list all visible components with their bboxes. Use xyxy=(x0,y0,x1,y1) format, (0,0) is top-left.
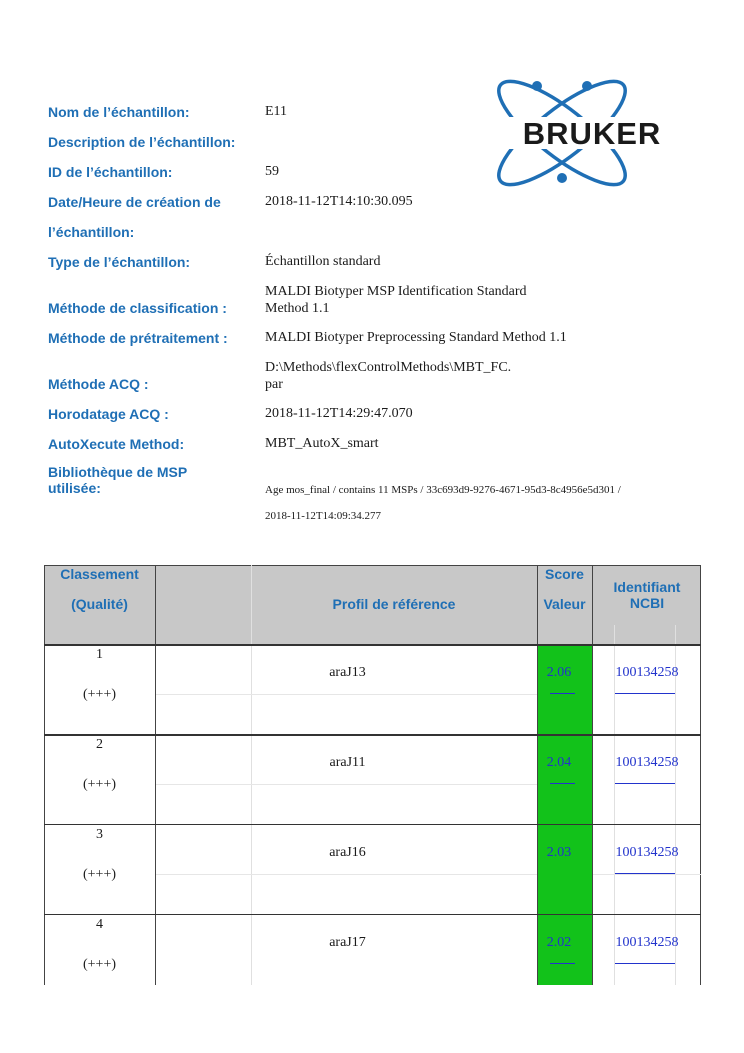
header-ncbi: Identifiant xyxy=(613,579,681,595)
creation-date-label: Date/Heure de création de xyxy=(48,194,221,210)
row-2-profile: araJ11 xyxy=(329,755,366,770)
sample-id-value: 59 xyxy=(265,164,279,179)
row-3-quality: (+++) xyxy=(82,867,116,882)
row-1-profile: araJ13 xyxy=(329,665,366,680)
row-4-rank: 4 xyxy=(96,917,103,932)
row-divider xyxy=(44,644,701,646)
row-4-ncbi-underline xyxy=(615,963,675,964)
col-divider xyxy=(251,565,252,985)
msp-library-label: Bibliothèque de MSP xyxy=(48,464,188,480)
bruker-logo xyxy=(492,78,692,188)
acq-timestamp-value: 2018-11-12T14:29:47.070 xyxy=(265,406,413,421)
msp-library-value: Age mos_final / contains 11 MSPs / 33c693d9-9276-4671-95d3-8c4956e5d301 / xyxy=(265,484,621,496)
msp-library-label-cont: utilisée: xyxy=(48,480,101,496)
col-divider xyxy=(155,565,156,985)
row-1-score: 2.06 xyxy=(546,665,572,680)
row-2-quality: (+++) xyxy=(82,777,116,792)
sample-id-label: ID de l’échantillon: xyxy=(48,164,173,180)
col-divider xyxy=(537,565,538,985)
row-4-profile: araJ17 xyxy=(329,935,366,950)
header-score: Score xyxy=(545,566,584,582)
subrow-divider xyxy=(593,874,701,875)
col-divider xyxy=(592,565,593,985)
row-4-ncbi-link[interactable]: 100134258 xyxy=(615,935,679,950)
classification-method-value: MALDI Biotyper MSP Identification Standard xyxy=(265,284,527,299)
row-2-ncbi-link[interactable]: 100134258 xyxy=(615,755,679,770)
acq-timestamp-label: Horodatage ACQ : xyxy=(48,406,169,422)
sample-name-label: Nom de l’échantillon: xyxy=(48,104,190,120)
sample-description-label: Description de l’échantillon: xyxy=(48,134,236,150)
row-2-score-underline xyxy=(550,783,575,784)
acq-method-value-cont: par xyxy=(265,377,283,392)
row-3-ncbi-link[interactable]: 100134258 xyxy=(615,845,679,860)
acq-method-value: D:\Methods\flexControlMethods\MBT_FC. xyxy=(265,360,512,375)
autoxecute-method-value: MBT_AutoX_smart xyxy=(265,436,379,451)
subrow-divider xyxy=(156,694,537,695)
row-3-ncbi-underline xyxy=(615,873,675,874)
row-4-score-underline xyxy=(550,963,575,964)
row-1-score-underline xyxy=(550,693,575,694)
row-1-ncbi-underline xyxy=(615,693,675,694)
row-1-rank: 1 xyxy=(96,647,103,662)
row-4-score: 2.02 xyxy=(546,935,572,950)
subrow-divider xyxy=(156,874,537,875)
preprocessing-method-value: MALDI Biotyper Preprocessing Standard Method 1.1 xyxy=(265,330,567,345)
row-1-quality: (+++) xyxy=(82,687,116,702)
bruker-logo-text: BRUKER xyxy=(522,116,662,151)
row-3-score: 2.03 xyxy=(546,845,572,860)
row-divider xyxy=(44,734,701,736)
creation-date-value: 2018-11-12T14:10:30.095 xyxy=(265,194,413,209)
header-rank: Classement xyxy=(60,566,139,582)
header-profile: Profil de référence xyxy=(332,596,456,612)
row-2-score: 2.04 xyxy=(546,755,572,770)
header-quality: (Qualité) xyxy=(71,596,128,612)
row-2-rank: 2 xyxy=(96,737,103,752)
row-3-rank: 3 xyxy=(96,827,103,842)
row-1-ncbi-link[interactable]: 100134258 xyxy=(615,665,679,680)
header-ncbi-2: NCBI xyxy=(629,595,665,611)
sample-name-value: E11 xyxy=(265,104,288,119)
msp-library-value-cont: 2018-11-12T14:09:34.277 xyxy=(265,510,381,522)
acq-method-label: Méthode ACQ : xyxy=(48,376,149,392)
row-4-quality: (+++) xyxy=(82,957,116,972)
row-divider xyxy=(44,824,701,825)
sample-type-label: Type de l’échantillon: xyxy=(48,254,191,270)
row-2-ncbi-underline xyxy=(615,783,675,784)
row-3-profile: araJ16 xyxy=(329,845,366,860)
preprocessing-method-label: Méthode de prétraitement : xyxy=(48,330,228,346)
results-table xyxy=(44,565,701,985)
row-divider xyxy=(44,914,701,915)
sample-type-value: Échantillon standard xyxy=(265,254,381,269)
subrow-divider xyxy=(156,784,537,785)
classification-method-label: Méthode de classification : xyxy=(48,300,227,316)
header-score-value: Valeur xyxy=(543,596,586,612)
classification-method-value-cont: Method 1.1 xyxy=(265,301,330,316)
creation-date-label-cont: l’échantillon: xyxy=(48,224,135,240)
autoxecute-method-label: AutoXecute Method: xyxy=(48,436,185,452)
